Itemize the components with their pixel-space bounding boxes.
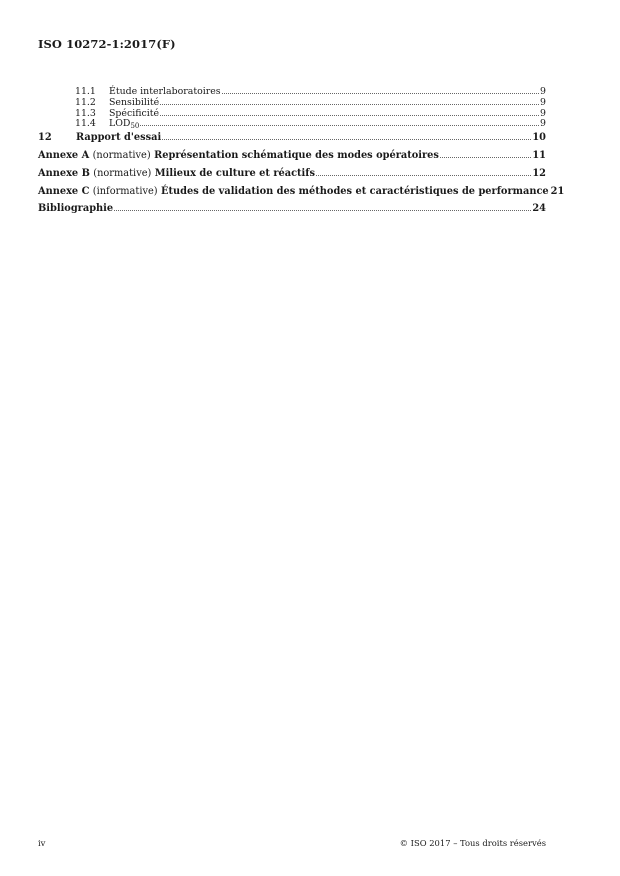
toc-entry-title bbox=[38, 186, 549, 197]
dot-leader bbox=[162, 138, 531, 140]
toc-entry-title bbox=[109, 118, 139, 129]
toc-entry-title: Bibliographie bbox=[38, 203, 114, 215]
toc-entry-page: 10 bbox=[532, 132, 546, 144]
annex-title: Milieux de culture et réactifs bbox=[154, 167, 316, 179]
annex-title: Études de validation des méthodes et caractéristiques de performance bbox=[161, 185, 549, 197]
toc-entry-title: Spécificité bbox=[109, 107, 160, 119]
page-number: iv bbox=[38, 838, 46, 848]
toc-entry-page: 21 bbox=[550, 185, 565, 197]
toc-entry-12[interactable] bbox=[38, 132, 546, 150]
annex-label: Annexe B bbox=[38, 167, 90, 179]
toc-entry-title bbox=[38, 168, 315, 179]
annex-type: (normative) bbox=[93, 167, 152, 179]
toc-entry-annexe-a[interactable] bbox=[38, 150, 546, 168]
toc-entry-11-3[interactable] bbox=[38, 108, 546, 119]
lod-subscript: 50 bbox=[130, 122, 140, 131]
toc-entry-number: 11.1 bbox=[75, 86, 96, 97]
dot-leader bbox=[440, 156, 531, 158]
toc-entry-page: 9 bbox=[540, 96, 546, 108]
toc-entry-number: 11.3 bbox=[75, 107, 96, 119]
copyright-notice: © ISO 2017 – Tous droits réservés bbox=[399, 838, 546, 848]
lod-label: LOD bbox=[109, 118, 131, 130]
page-footer bbox=[38, 838, 546, 848]
dot-leader bbox=[160, 114, 539, 116]
dot-leader bbox=[160, 103, 539, 105]
toc-entry-page: 24 bbox=[532, 203, 546, 215]
toc-entry-number: 12 bbox=[38, 132, 52, 144]
toc-entry-page: 9 bbox=[540, 118, 546, 130]
annex-title: Représentation schématique des modes opératoires bbox=[154, 149, 439, 161]
toc-entry-page: 12 bbox=[532, 167, 546, 179]
toc-entry-bibliographie[interactable] bbox=[38, 203, 546, 221]
toc-entry-title: Étude interlaboratoires bbox=[109, 86, 221, 97]
toc-entry-page: 9 bbox=[540, 107, 546, 119]
toc-entry-annexe-c[interactable] bbox=[38, 185, 565, 204]
dot-leader bbox=[222, 92, 539, 94]
toc-entry-11-1[interactable] bbox=[38, 86, 546, 97]
annex-label: Annexe A bbox=[38, 149, 90, 161]
toc-entry-11-2[interactable] bbox=[38, 97, 546, 108]
toc-entry-11-4[interactable] bbox=[38, 118, 546, 129]
table-of-contents bbox=[38, 86, 565, 221]
dot-leader bbox=[140, 124, 539, 126]
toc-entry-page: 9 bbox=[540, 86, 546, 97]
toc-entry-title bbox=[38, 150, 439, 161]
toc-entry-annexe-b[interactable] bbox=[38, 168, 546, 186]
annex-type: (informative) bbox=[92, 185, 158, 197]
annex-label: Annexe C bbox=[38, 185, 90, 197]
dot-leader bbox=[316, 174, 531, 176]
dot-leader bbox=[114, 209, 531, 211]
toc-entry-number: 11.2 bbox=[75, 96, 96, 108]
toc-entry-page: 11 bbox=[532, 149, 546, 161]
toc-entry-title: Sensibilité bbox=[109, 96, 160, 108]
toc-entry-number: 11.4 bbox=[75, 118, 96, 130]
document-header: ISO 10272-1:2017(F) bbox=[38, 37, 176, 51]
annex-type: (normative) bbox=[92, 149, 151, 161]
toc-entry-title: Rapport d'essai bbox=[76, 132, 162, 144]
